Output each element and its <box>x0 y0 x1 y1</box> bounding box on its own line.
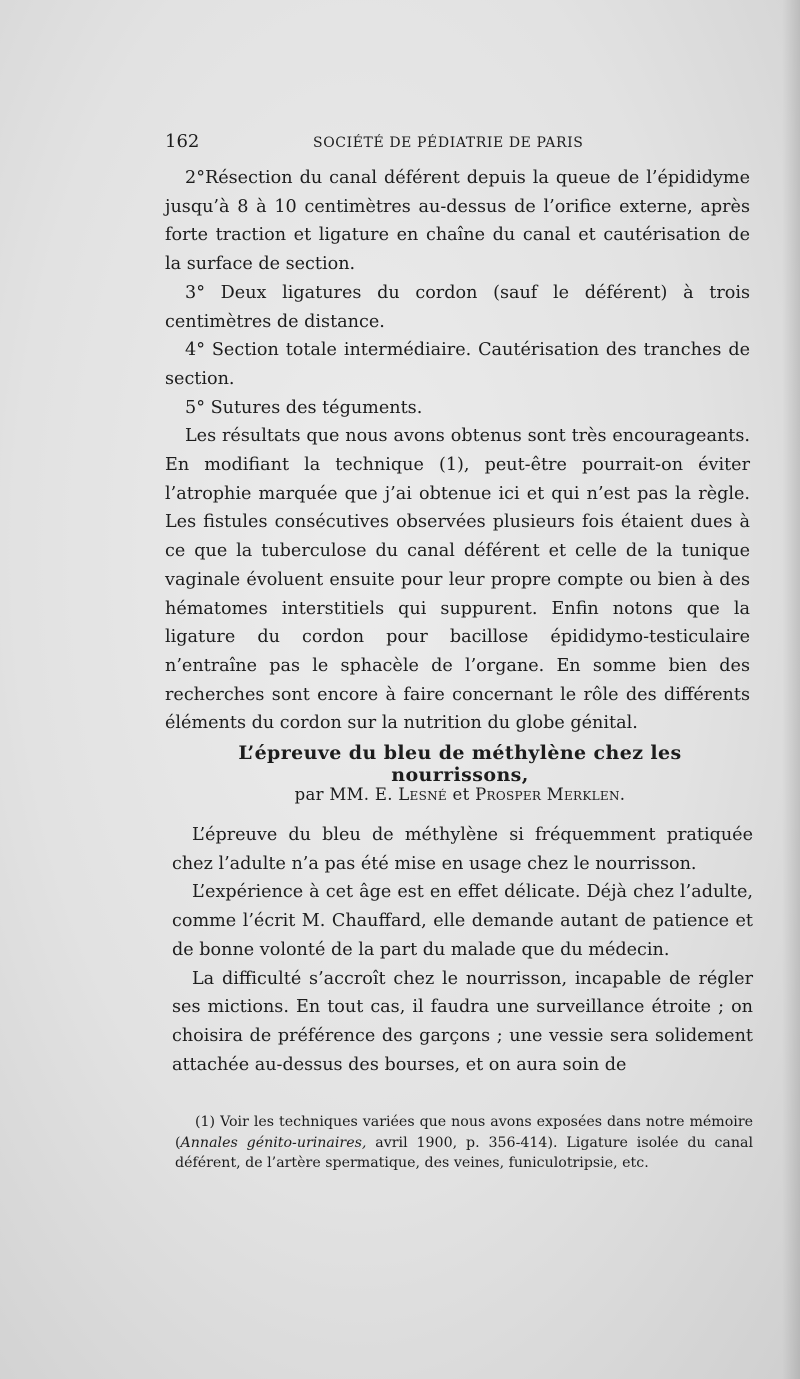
article-body <box>172 821 753 1079</box>
paragraph: 5° Sutures des téguments. <box>185 397 423 418</box>
footnote-text <box>175 1112 753 1174</box>
footnote-part: (1) Voir les techniques variées que nous avons exposées dans notre mémoire ( <box>175 1114 753 1151</box>
paragraph: 3° Deux ligatures du cordon (sauf le déférent) à trois centimètres de distance. <box>165 282 750 332</box>
footnote-part: avril 1900, p. 356-414). Ligature isolée du canal déférent, de l’artère spermatique, des veines, funiculotripsie, etc. <box>175 1134 754 1171</box>
page-number: 162 <box>165 131 200 152</box>
footnote <box>175 1112 753 1174</box>
byline-prefix: par MM. E. <box>294 785 393 804</box>
page-header <box>165 131 597 157</box>
author-name: Prosper Merklen <box>475 785 620 804</box>
article-byline <box>200 785 720 804</box>
paragraph: 2°Résection du canal déférent depuis la queue de l’épididyme jusqu’à 8 à 10 centimètres au-dessus de l’orifice externe, après forte traction et ligature en chaîne du canal et cautérisation de la surface de section. <box>165 168 750 275</box>
paragraph: La difficulté s’accroît chez le nourrisson, incapable de régler ses mictions. En tout cas, il faudra une surveillance étroite ; on choisira de préférence des garçons ; une vessie sera solidement attachée au-dessus des bourses, et on aura soin de <box>172 968 753 1075</box>
byline-suffix: . <box>619 785 626 804</box>
paragraph: L’épreuve du bleu de méthylène si fréquemment pratiquée chez l’adulte n’a pas été mise en usage chez le nourrisson. <box>172 825 753 874</box>
paragraph: L’expérience à cet âge est en effet délicate. Déjà chez l’adulte, comme l’écrit M. Chauffard, elle demande autant de patience et de bonne volonté de la part du malade que du médecin. <box>172 882 753 960</box>
running-head: SOCIÉTÉ DE PÉDIATRIE DE PARIS <box>313 135 584 151</box>
author-name: Lesné <box>398 785 447 804</box>
journal-title: Annales génito-urinaires, <box>180 1134 367 1151</box>
article-title: L’épreuve du bleu de méthylène chez les nourrissons, <box>238 742 682 786</box>
paragraph: Les résultats que nous avons obtenus sont très encourageants. En modifiant la technique (1), peut-être pourrait-on éviter l’atrophie marquée que j’ai obtenue ici et qui n’est pas la règle. Les fistules consécutives observées plusieurs fois étaient dues à ce que la tuberculose du canal déférent et celle de la tunique vaginale évoluent ensuite pour leur propre compte ou bien à des hématomes interstitiels qui suppurent. Enfin notons que la ligature du cordon pour bacillose épididymo-testiculaire n’entraîne pas le sphacèle de l’organe. En somme bien des recherches sont encore à faire concernant le rôle des différents éléments du cordon sur la nutrition du globe génital. <box>165 426 750 734</box>
byline-and: et <box>452 785 470 804</box>
continued-text <box>165 164 750 738</box>
paragraph: 4° Section totale intermédiaire. Cautérisation des tranches de section. <box>165 340 750 389</box>
